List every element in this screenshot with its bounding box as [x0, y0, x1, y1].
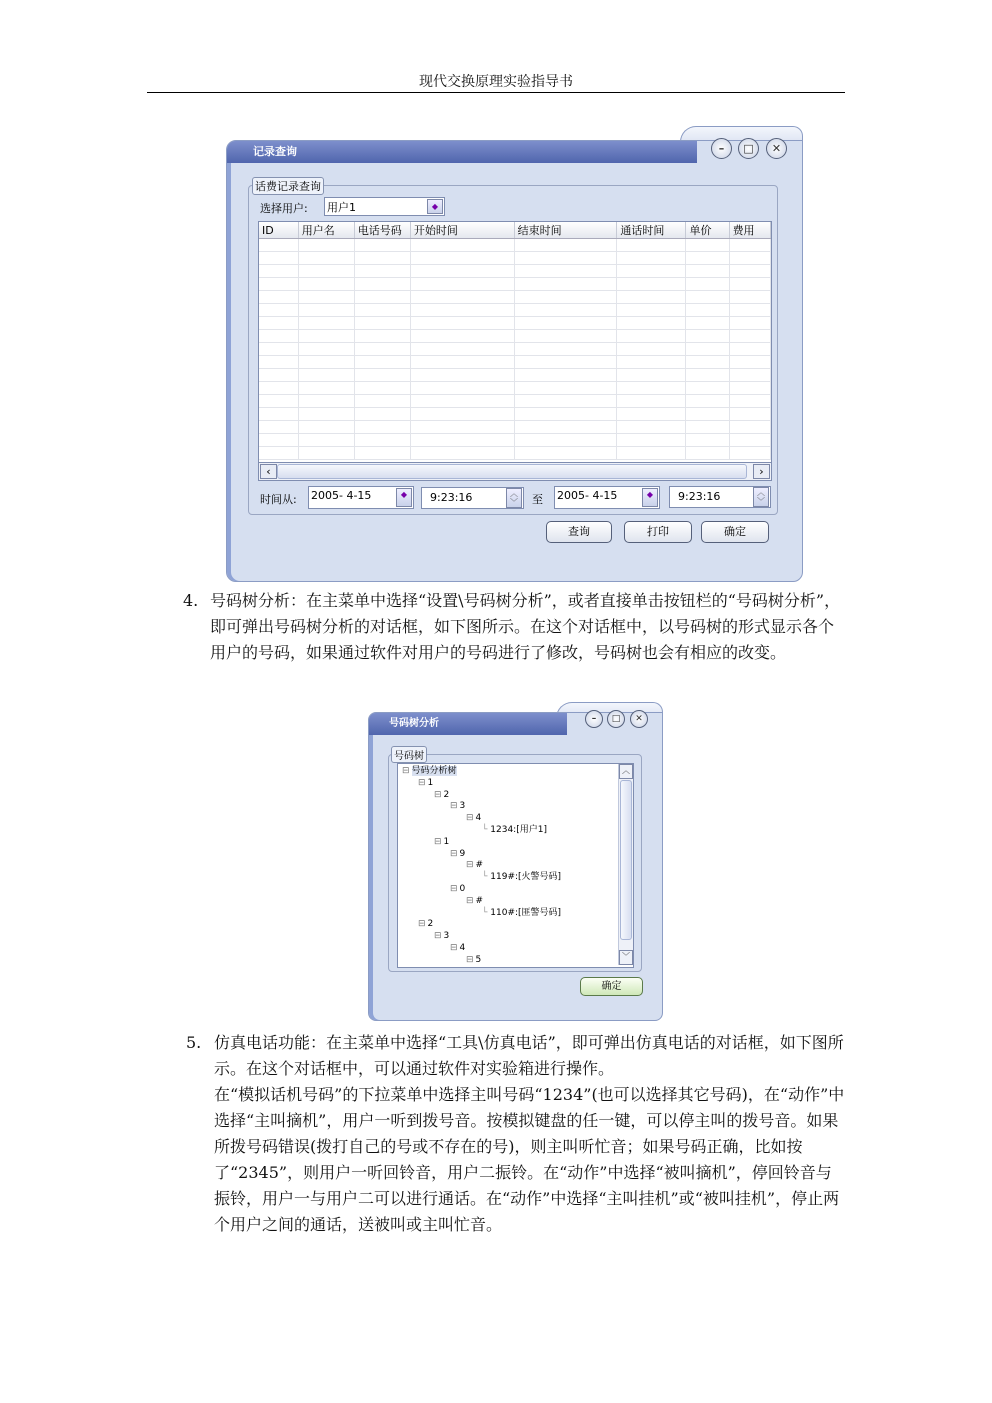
collapse-icon[interactable]: ⊟ [418, 777, 426, 788]
collapse-icon[interactable]: ⊟ [466, 954, 474, 965]
table-cell [354, 239, 410, 252]
collapse-icon[interactable]: ⊟ [466, 860, 474, 871]
table-cell [729, 317, 770, 330]
table-cell [298, 447, 354, 460]
table-cell [686, 291, 729, 304]
user-select[interactable] [324, 197, 445, 216]
tree-node-label: 1234:[用户1] [490, 825, 547, 835]
table-cell [410, 278, 514, 291]
item-5-text [214, 1030, 846, 1238]
tree-node-label: 4 [459, 943, 466, 953]
maximize-button[interactable]: □ [607, 710, 625, 728]
group-label: 号码树 [391, 746, 427, 763]
tree-line: └ [482, 872, 491, 883]
to-date-value: 2005- 4-15 [557, 489, 618, 502]
table-cell [729, 434, 770, 447]
dialog-title: 记录查询 [227, 141, 697, 163]
table-cell [729, 356, 770, 369]
table-cell [514, 434, 617, 447]
table-cell [354, 447, 410, 460]
table-cell [514, 447, 617, 460]
table-row [259, 343, 771, 356]
table-cell [514, 369, 617, 382]
table-cell [617, 252, 686, 265]
table-cell [354, 343, 410, 356]
close-button[interactable]: ✕ [630, 710, 648, 728]
item-5-detail: 在“模拟话机号码”的下拉菜单中选择主叫号码“1234”(也可以选择其它号码)，在“动作”中选择“主叫摘机”，用户一听到拨号音。按模拟键盘的任一键，可以停主叫的拨号音。如果所拨号码错误(拨打自己的号或不存在的号)，则主叫听忙音；如果号码正确，比如按了“2345”，则用户一听回铃音，用户二振铃。在“动作”中选择“被叫摘机”，停回铃音与振铃，用户一与用户二可以进行通话。在“动作”中选择“主叫挂机”或“被叫挂机”，停止两个用户之间的通话，送被叫或主叫忙音。 [214, 1085, 845, 1234]
column-header[interactable]: 单价 [686, 222, 729, 239]
table-cell [298, 382, 354, 395]
table-cell [686, 447, 729, 460]
table-cell [729, 369, 770, 382]
table-row [259, 434, 771, 447]
tree-leaf[interactable] [482, 825, 547, 836]
table-cell [729, 330, 770, 343]
table-row [259, 447, 771, 460]
table-cell [686, 265, 729, 278]
table-cell [410, 395, 514, 408]
table-cell [298, 317, 354, 330]
table-cell [410, 330, 514, 343]
table-cell [729, 447, 770, 460]
table-cell [410, 343, 514, 356]
to-time-value: 9:23:16 [678, 490, 721, 503]
table-cell [259, 343, 298, 356]
table-cell [298, 304, 354, 317]
table-cell [686, 382, 729, 395]
tree-node-label: 3 [443, 931, 450, 942]
table-row [259, 317, 771, 330]
tree-node[interactable] [402, 766, 457, 777]
table-cell [514, 356, 617, 369]
column-header[interactable]: 通话时间 [617, 222, 686, 239]
table-cell [617, 343, 686, 356]
table-cell [410, 304, 514, 317]
tree-node-label: 3 [459, 801, 466, 812]
item-4-number: 4. [183, 591, 199, 610]
table-cell [729, 421, 770, 434]
table-cell [298, 421, 354, 434]
table-cell [729, 304, 770, 317]
table-cell [514, 421, 617, 434]
collapse-icon[interactable]: ⊟ [450, 848, 458, 859]
table-row [259, 252, 771, 265]
collapse-icon[interactable]: ⊟ [466, 813, 474, 824]
table-cell [686, 317, 729, 330]
table-cell [259, 356, 298, 369]
table-cell [259, 434, 298, 447]
table-cell [686, 408, 729, 421]
tree-node[interactable] [466, 955, 481, 966]
tree-leaf[interactable] [482, 872, 561, 883]
tree-node-label: 0 [459, 884, 466, 894]
minimize-button[interactable]: – [711, 138, 732, 159]
from-date-value: 2005- 4-15 [311, 489, 372, 502]
table-cell [686, 239, 729, 252]
user-select-value: 用户1 [327, 201, 356, 214]
table-cell [410, 447, 514, 460]
tree-node-label: 4 [475, 813, 482, 824]
table-cell [729, 291, 770, 304]
table-cell [514, 330, 617, 343]
table-cell [259, 252, 298, 265]
table-cell [686, 252, 729, 265]
table-row [259, 304, 771, 317]
table-cell [410, 421, 514, 434]
table-cell [354, 395, 410, 408]
table-cell [259, 421, 298, 434]
table-cell [259, 317, 298, 330]
table-cell [259, 239, 298, 252]
calendar-dropdown-icon[interactable]: ◆ [642, 488, 658, 507]
table-cell [259, 291, 298, 304]
tree-node-label: 号码分析树 [411, 766, 457, 776]
table-cell [410, 408, 514, 421]
tree-node-label: # [475, 895, 484, 906]
table-row [259, 265, 771, 278]
column-header[interactable]: 结束时间 [514, 222, 617, 239]
ok-button[interactable]: 确定 [701, 521, 769, 543]
table-cell [514, 395, 617, 408]
tree-node[interactable] [450, 849, 465, 860]
collapse-icon[interactable]: ⊟ [434, 836, 442, 847]
collapse-icon[interactable]: ⊟ [450, 943, 458, 953]
tree-node-label: 110#:[匪警号码] [490, 907, 562, 918]
table-cell [617, 278, 686, 291]
table-cell [617, 291, 686, 304]
table-cell [617, 434, 686, 447]
column-header[interactable]: ID [259, 222, 298, 239]
table-row [259, 278, 771, 291]
scroll-up-icon[interactable]: ︿ [619, 764, 633, 779]
collapse-icon[interactable]: ⊟ [434, 789, 442, 800]
table-cell [686, 343, 729, 356]
table-cell [686, 356, 729, 369]
spin-updown-icon[interactable]: ︿ ﹀ [506, 488, 522, 508]
table-cell [617, 447, 686, 460]
table-cell [298, 252, 354, 265]
page-header: 现代交换原理实验指导书 [419, 74, 573, 90]
table-cell [298, 343, 354, 356]
to-date-picker[interactable] [554, 486, 660, 509]
table-cell [259, 382, 298, 395]
table-row [259, 382, 771, 395]
table-cell [298, 265, 354, 278]
table-cell [354, 330, 410, 343]
table-cell [410, 382, 514, 395]
minimize-button[interactable]: – [585, 710, 603, 728]
column-header[interactable]: 用户名 [298, 222, 354, 239]
maximize-button[interactable]: □ [738, 138, 759, 159]
table-cell [354, 317, 410, 330]
header-rule [147, 92, 845, 93]
table-row [259, 330, 771, 343]
from-date-picker[interactable] [308, 486, 414, 509]
table-cell [410, 356, 514, 369]
table-cell [514, 317, 617, 330]
tree-node[interactable] [418, 778, 433, 789]
table-cell [259, 304, 298, 317]
table-cell [729, 382, 770, 395]
table-cell [298, 395, 354, 408]
table-cell [354, 369, 410, 382]
tree-node[interactable] [434, 931, 449, 942]
column-header[interactable]: 费用 [729, 222, 770, 239]
collapse-icon[interactable]: ⊟ [450, 884, 458, 894]
scroll-thumb[interactable] [620, 780, 632, 940]
table-cell [617, 330, 686, 343]
table-cell [410, 252, 514, 265]
tree-node[interactable] [450, 884, 465, 895]
tree-node-label: 1 [443, 836, 450, 847]
table-cell [617, 395, 686, 408]
table-cell [617, 421, 686, 434]
from-time-spinner[interactable] [421, 487, 524, 509]
table-cell [514, 239, 617, 252]
collapse-icon[interactable]: ⊟ [450, 801, 458, 812]
table-cell [410, 291, 514, 304]
table-cell [514, 252, 617, 265]
table-row [259, 395, 771, 408]
table-cell [514, 382, 617, 395]
tree-node[interactable] [434, 790, 449, 801]
tree-node-label: 5 [475, 954, 482, 965]
table-cell [354, 265, 410, 278]
table-cell [298, 278, 354, 291]
table-cell [259, 265, 298, 278]
table-cell [686, 278, 729, 291]
group-label: 话费记录查询 [252, 177, 324, 195]
number-tree [397, 763, 634, 968]
dropdown-icon[interactable]: ◆ [427, 199, 443, 214]
tree-node[interactable] [466, 896, 483, 907]
table-row [259, 239, 771, 252]
table-cell [410, 239, 514, 252]
table-cell [514, 343, 617, 356]
table-cell [617, 304, 686, 317]
tree-node-label: 119#:[火警号码] [490, 872, 562, 883]
calendar-dropdown-icon[interactable]: ◆ [396, 488, 412, 507]
table-cell [617, 356, 686, 369]
scroll-down-icon[interactable]: ﹀ [619, 950, 633, 965]
table-cell [729, 239, 770, 252]
table-cell [729, 265, 770, 278]
table-cell [354, 252, 410, 265]
table-cell [354, 291, 410, 304]
tree-leaf[interactable] [482, 908, 561, 919]
print-button[interactable]: 打印 [624, 521, 692, 543]
tree-node-label: 9 [459, 848, 466, 859]
table-row [259, 356, 771, 369]
to-time-spinner[interactable] [669, 486, 771, 508]
table-cell [686, 330, 729, 343]
tree-node[interactable] [466, 813, 481, 824]
table-cell [617, 369, 686, 382]
table-cell [514, 265, 617, 278]
table-cell [410, 317, 514, 330]
table-cell [686, 434, 729, 447]
table-cell [259, 447, 298, 460]
tree-node[interactable] [450, 943, 465, 954]
table-cell [514, 408, 617, 421]
collapse-icon[interactable]: ⊟ [434, 931, 442, 942]
table-cell [514, 304, 617, 317]
table-cell [259, 330, 298, 343]
tree-node[interactable] [450, 801, 465, 812]
table-cell [354, 434, 410, 447]
collapse-icon[interactable]: ⊟ [418, 919, 426, 930]
table-cell [259, 369, 298, 382]
table-cell [259, 395, 298, 408]
table-cell [298, 291, 354, 304]
tree-node-label: 1 [427, 777, 434, 788]
table-cell [259, 408, 298, 421]
table-cell [514, 278, 617, 291]
table-row [259, 291, 771, 304]
tree-line: └ [482, 825, 491, 835]
item-5-intro: 仿真电话功能：在主菜单中选择“工具\仿真电话”，即可弹出仿真电话的对话框，如下图所示。在这个对话框中，可以通过软件对实验箱进行操作。 [214, 1033, 844, 1078]
horizontal-scrollbar[interactable] [258, 462, 772, 481]
table-cell [298, 356, 354, 369]
tree-line: └ [482, 907, 491, 918]
ok-button[interactable]: 确定 [580, 977, 643, 996]
tree-node[interactable] [466, 860, 483, 871]
table-cell [354, 278, 410, 291]
table-cell [686, 304, 729, 317]
table-cell [686, 369, 729, 382]
query-button[interactable]: 查询 [546, 521, 612, 543]
records-table [258, 221, 772, 464]
table-cell [298, 434, 354, 447]
tree-node-label: 2 [443, 789, 450, 800]
time-from-label: 时间从: [260, 493, 297, 506]
column-header[interactable]: 电话号码 [354, 222, 410, 239]
table-cell [410, 265, 514, 278]
table-cell [617, 382, 686, 395]
table-cell [354, 304, 410, 317]
tree-node-label: 2 [427, 919, 434, 930]
tree-node-label: # [475, 860, 484, 871]
table-row [259, 369, 771, 382]
table-cell [298, 330, 354, 343]
table-cell [686, 395, 729, 408]
close-button[interactable]: ✕ [766, 138, 787, 159]
table-cell [729, 408, 770, 421]
table-cell [729, 278, 770, 291]
table-cell [729, 252, 770, 265]
select-user-label: 选择用户: [260, 202, 308, 215]
item-4-text: 号码树分析：在主菜单中选择“设置\号码树分析”，或者直接单击按钮栏的“号码树分析”，即可弹出号码树分析的对话框，如下图所示。在这个对话框中，以号码树的形式显示各个用户的号码，如果通过软件对用户的号码进行了修改，号码树也会有相应的改变。 [210, 591, 841, 662]
item-5-number: 5. [186, 1033, 202, 1052]
table-cell [617, 317, 686, 330]
scroll-left-icon[interactable]: ‹ [260, 464, 277, 479]
table-cell [617, 239, 686, 252]
table-cell [410, 434, 514, 447]
column-header[interactable]: 开始时间 [410, 222, 514, 239]
scroll-right-icon[interactable]: › [753, 464, 770, 479]
table-row [259, 421, 771, 434]
tree-node[interactable] [418, 919, 433, 930]
scroll-thumb[interactable] [277, 464, 747, 479]
vertical-scrollbar[interactable] [618, 764, 633, 965]
table-cell [298, 239, 354, 252]
collapse-icon[interactable]: ⊟ [466, 895, 474, 906]
collapse-icon[interactable]: ⊟ [402, 766, 410, 776]
table-cell [354, 421, 410, 434]
table-cell [729, 343, 770, 356]
table-cell [410, 369, 514, 382]
table-cell [729, 395, 770, 408]
table-cell [259, 278, 298, 291]
from-time-value: 9:23:16 [430, 491, 473, 504]
table-cell [354, 382, 410, 395]
table-row [259, 408, 771, 421]
dialog-title: 号码树分析 [369, 713, 567, 735]
table-cell [617, 408, 686, 421]
table-cell [298, 408, 354, 421]
table-cell [617, 265, 686, 278]
to-label: 至 [532, 493, 543, 506]
tree-node[interactable] [434, 837, 449, 848]
table-cell [514, 291, 617, 304]
table-cell [354, 408, 410, 421]
spin-updown-icon[interactable]: ︿ ﹀ [753, 487, 769, 507]
table-cell [686, 421, 729, 434]
table-cell [354, 356, 410, 369]
table-cell [298, 369, 354, 382]
